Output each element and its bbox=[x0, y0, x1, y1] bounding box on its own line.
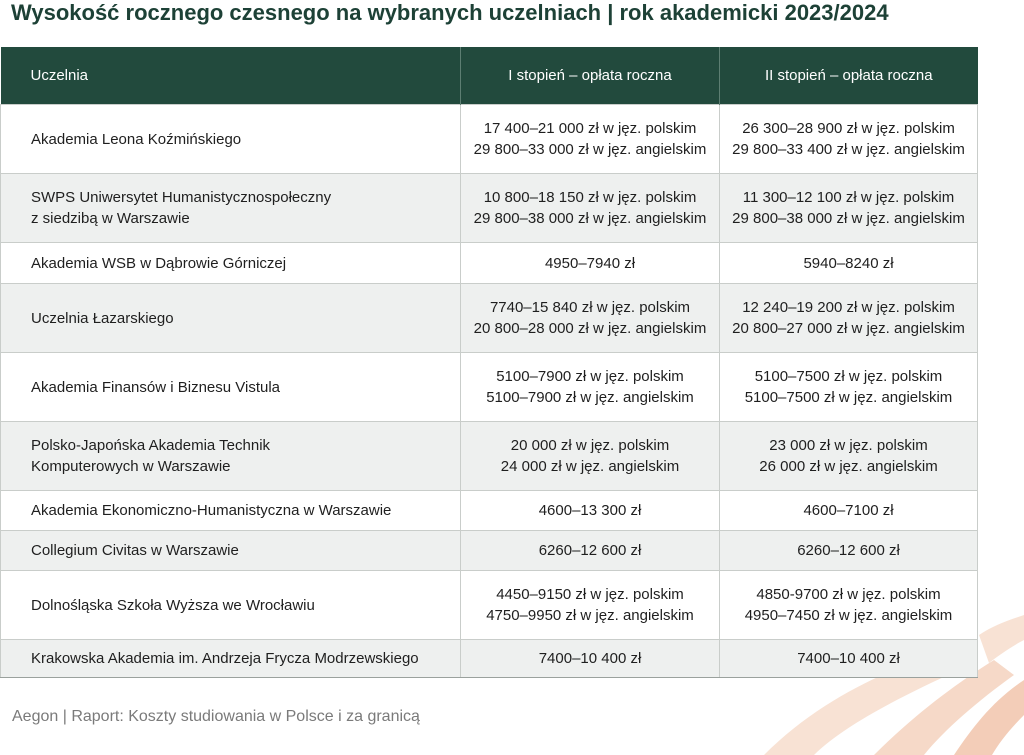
cell-text-line: 7400–10 400 zł bbox=[538, 650, 642, 667]
cell-text-line: 7400–10 400 zł bbox=[797, 650, 900, 667]
cell-text-line: 7740–15 840 zł w jęz. polskim bbox=[489, 299, 691, 316]
table-row bbox=[1, 422, 978, 491]
cell-text-line: 5100–7900 zł w jęz. angielskim bbox=[486, 389, 694, 406]
first-degree-fee-cell bbox=[461, 491, 720, 531]
cell-text-line: 6260–12 600 zł bbox=[538, 542, 642, 559]
cell-text-line: 4600–13 300 zł bbox=[538, 502, 642, 519]
cell-text-line: 4600–7100 zł bbox=[803, 502, 894, 519]
table-row bbox=[1, 571, 978, 640]
table-row bbox=[1, 531, 978, 571]
table-row bbox=[1, 174, 978, 243]
first-degree-fee-cell bbox=[461, 531, 720, 571]
table-row bbox=[1, 105, 978, 174]
cell-text-line: 10 800–18 150 zł w jęz. polskim bbox=[483, 189, 697, 206]
cell-text-line: Komputerowych w Warszawie bbox=[31, 458, 231, 475]
university-name-cell bbox=[1, 284, 461, 353]
university-name-cell bbox=[1, 491, 461, 531]
cell-text-line: 24 000 zł w jęz. angielskim bbox=[500, 458, 680, 475]
cell-text-line: 11 300–12 100 zł w jęz. polskim bbox=[742, 189, 955, 206]
cell-text-line: 4750–9950 zł w jęz. angielskim bbox=[486, 607, 694, 624]
second-degree-fee-cell bbox=[720, 353, 978, 422]
cell-text-line: Krakowska Akademia im. Andrzeja Frycza Modrzewskiego bbox=[31, 650, 419, 667]
cell-text-line: 5100–7500 zł w jęz. polskim bbox=[754, 368, 943, 385]
university-name-cell bbox=[1, 571, 461, 640]
source-caption: Aegon | Raport: Koszty studiowania w Polsce i za granicą bbox=[12, 708, 420, 725]
cell-text-line: 5100–7900 zł w jęz. polskim bbox=[496, 368, 684, 385]
table-row bbox=[1, 353, 978, 422]
cell-text-line: 20 800–28 000 zł w jęz. angielskim bbox=[473, 320, 707, 337]
cell-text-line: Uczelnia Łazarskiego bbox=[31, 309, 174, 327]
table-row bbox=[1, 491, 978, 531]
cell-text-line: Akademia Ekonomiczno-Humanistyczna w Warszawie bbox=[31, 502, 392, 519]
tuition-table bbox=[0, 47, 978, 678]
cell-text-line: 29 800–38 000 zł w jęz. angielskim bbox=[473, 210, 707, 227]
first-degree-fee-cell bbox=[461, 353, 720, 422]
university-name-cell bbox=[1, 353, 461, 422]
table-row bbox=[1, 243, 978, 284]
cell-text-line: 29 800–38 000 zł w jęz. angielskim bbox=[732, 210, 965, 227]
cell-text-line: 26 300–28 900 zł w jęz. polskim bbox=[742, 120, 955, 137]
column-header-first-degree: I stopień – opłata roczna bbox=[461, 47, 720, 105]
second-degree-fee-cell bbox=[720, 531, 978, 571]
table-row bbox=[1, 284, 978, 353]
university-name-cell bbox=[1, 105, 461, 174]
cell-text-line: 26 000 zł w jęz. angielskim bbox=[759, 458, 938, 475]
cell-text-line: 20 000 zł w jęz. polskim bbox=[510, 437, 670, 454]
first-degree-fee-cell bbox=[461, 571, 720, 640]
first-degree-fee-cell bbox=[461, 174, 720, 243]
cell-text-line: Polsko-Japońska Akademia Technik bbox=[31, 437, 271, 454]
second-degree-fee-cell bbox=[720, 640, 978, 678]
cell-text-line: 12 240–19 200 zł w jęz. polskim bbox=[742, 299, 955, 316]
first-degree-fee-cell bbox=[461, 284, 720, 353]
university-name-cell bbox=[1, 243, 461, 284]
cell-text-line: 4450–9150 zł w jęz. polskim bbox=[496, 586, 684, 603]
first-degree-fee-cell bbox=[461, 105, 720, 174]
column-header-second-degree: II stopień – opłata roczna bbox=[720, 47, 978, 105]
university-name-cell bbox=[1, 640, 461, 678]
cell-text-line: 29 800–33 000 zł w jęz. angielskim bbox=[473, 141, 707, 158]
page-title: Wysokość rocznego czesnego na wybranych uczelniach | rok akademicki 2023/2024 bbox=[11, 0, 889, 25]
cell-text-line: Collegium Civitas w Warszawie bbox=[31, 542, 239, 559]
second-degree-fee-cell bbox=[720, 571, 978, 640]
cell-text-line: 4950–7450 zł w jęz. angielskim bbox=[744, 607, 953, 624]
second-degree-fee-cell bbox=[720, 422, 978, 491]
second-degree-fee-cell bbox=[720, 491, 978, 531]
table-header-row bbox=[1, 47, 978, 105]
university-name-cell bbox=[1, 422, 461, 491]
cell-text-line: 29 800–33 400 zł w jęz. angielskim bbox=[732, 141, 965, 158]
cell-text-line: Akademia Finansów i Biznesu Vistula bbox=[31, 378, 281, 396]
university-name-cell bbox=[1, 174, 461, 243]
first-degree-fee-cell bbox=[461, 243, 720, 284]
first-degree-fee-cell bbox=[461, 640, 720, 678]
cell-text-line: Akademia WSB w Dąbrowie Górniczej bbox=[31, 254, 287, 272]
cell-text-line: z siedzibą w Warszawie bbox=[31, 210, 190, 227]
cell-text-line: 5940–8240 zł bbox=[803, 254, 894, 272]
cell-text-line: 6260–12 600 zł bbox=[797, 542, 900, 559]
table-row bbox=[1, 640, 978, 678]
second-degree-fee-cell bbox=[720, 284, 978, 353]
university-name-cell bbox=[1, 531, 461, 571]
cell-text-line: 4850-9700 zł w jęz. polskim bbox=[756, 586, 941, 603]
column-header-university: Uczelnia bbox=[1, 47, 461, 105]
cell-text-line: 23 000 zł w jęz. polskim bbox=[769, 437, 928, 454]
cell-text-line: SWPS Uniwersytet Humanistycznospołeczny bbox=[31, 189, 332, 206]
cell-text-line: 5100–7500 zł w jęz. angielskim bbox=[744, 389, 953, 406]
first-degree-fee-cell bbox=[461, 422, 720, 491]
second-degree-fee-cell bbox=[720, 174, 978, 243]
cell-text-line: 4950–7940 zł bbox=[544, 254, 636, 272]
cell-text-line: Dolnośląska Szkoła Wyższa we Wrocławiu bbox=[31, 596, 315, 614]
second-degree-fee-cell bbox=[720, 105, 978, 174]
second-degree-fee-cell bbox=[720, 243, 978, 284]
cell-text-line: Akademia Leona Koźmińskiego bbox=[31, 130, 242, 148]
cell-text-line: 20 800–27 000 zł w jęz. angielskim bbox=[732, 320, 965, 337]
cell-text-line: 17 400–21 000 zł w jęz. polskim bbox=[483, 120, 697, 137]
